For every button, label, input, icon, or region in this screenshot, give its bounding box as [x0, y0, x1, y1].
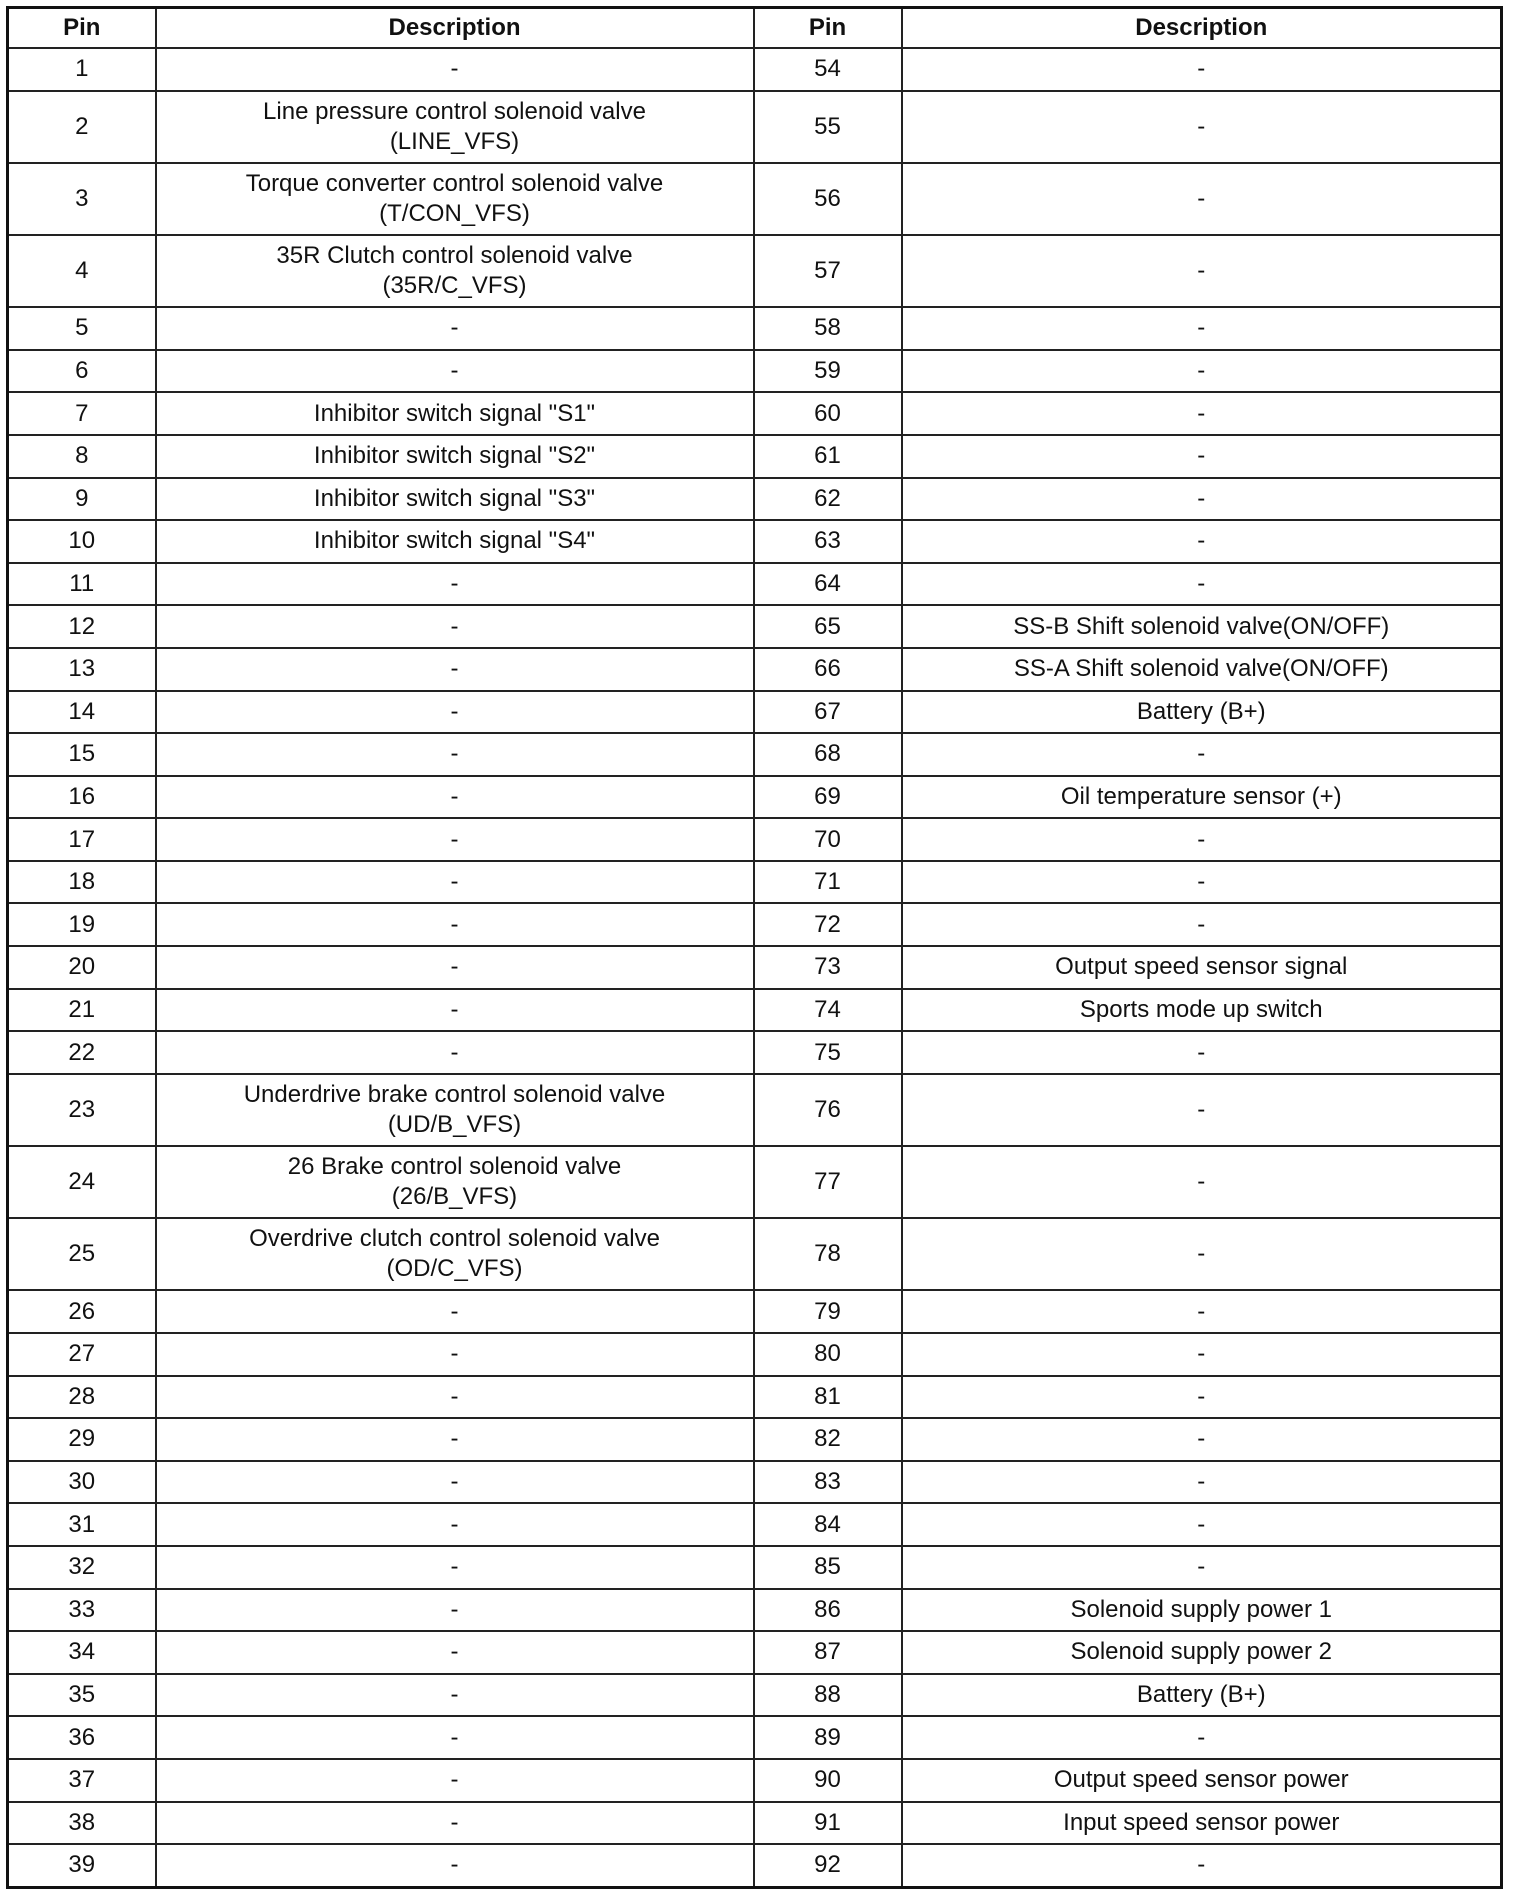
description-left-cell: -	[156, 605, 754, 648]
description-left-cell: -	[156, 989, 754, 1032]
pin-right-cell: 80	[754, 1333, 902, 1376]
description-right-cell: -	[902, 91, 1502, 163]
pin-left-cell: 25	[8, 1218, 156, 1290]
pin-right-cell: 62	[754, 478, 902, 521]
description-right-cell: -	[902, 1461, 1502, 1504]
pin-left-cell: 12	[8, 605, 156, 648]
description-right-cell: Output speed sensor signal	[902, 946, 1502, 989]
table-row	[8, 1290, 1502, 1333]
pin-right-cell: 85	[754, 1546, 902, 1589]
description-left-cell: Inhibitor switch signal "S4"	[156, 520, 754, 563]
pin-left-cell: 6	[8, 350, 156, 393]
table-row	[8, 163, 1502, 235]
pin-right-cell: 64	[754, 563, 902, 606]
table-row	[8, 1503, 1502, 1546]
pin-right-cell: 61	[754, 435, 902, 478]
table-row	[8, 48, 1502, 91]
pin-right-cell: 91	[754, 1802, 902, 1845]
pin-left-cell: 34	[8, 1631, 156, 1674]
description-left-cell: Underdrive brake control solenoid valve (UD/B_VFS)	[156, 1074, 754, 1146]
description-right-cell: SS-B Shift solenoid valve(ON/OFF)	[902, 605, 1502, 648]
description-right-cell: -	[902, 307, 1502, 350]
pin-right-cell: 92	[754, 1844, 902, 1887]
table-row	[8, 776, 1502, 819]
description-right-cell: Input speed sensor power	[902, 1802, 1502, 1845]
table-row	[8, 520, 1502, 563]
table-row	[8, 946, 1502, 989]
pin-right-cell: 74	[754, 989, 902, 1032]
table-row	[8, 1146, 1502, 1218]
description-right-cell: -	[902, 48, 1502, 91]
pin-left-cell: 31	[8, 1503, 156, 1546]
pin-right-cell: 60	[754, 392, 902, 435]
description-right-cell: -	[902, 818, 1502, 861]
pin-left-cell: 20	[8, 946, 156, 989]
description-left-cell: -	[156, 1674, 754, 1717]
description-left-cell: -	[156, 563, 754, 606]
pin-left-cell: 15	[8, 733, 156, 776]
pin-left-cell: 13	[8, 648, 156, 691]
table-row	[8, 435, 1502, 478]
description-right-cell: -	[902, 1418, 1502, 1461]
pin-left-cell: 36	[8, 1716, 156, 1759]
table-row	[8, 1631, 1502, 1674]
description-right-cell: Solenoid supply power 2	[902, 1631, 1502, 1674]
pin-right-cell: 75	[754, 1031, 902, 1074]
description-left-cell: Torque converter control solenoid valve (T/CON_VFS)	[156, 163, 754, 235]
description-right-cell: -	[902, 1146, 1502, 1218]
description-left-cell: -	[156, 307, 754, 350]
description-right-cell: -	[902, 903, 1502, 946]
description-right-cell: -	[902, 563, 1502, 606]
table-row	[8, 1461, 1502, 1504]
table-row	[8, 1674, 1502, 1717]
description-left-cell: -	[156, 1631, 754, 1674]
pin-left-cell: 33	[8, 1589, 156, 1632]
description-right-cell: -	[902, 1333, 1502, 1376]
pin-right-cell: 68	[754, 733, 902, 776]
description-left-cell: -	[156, 1461, 754, 1504]
pin-left-cell: 38	[8, 1802, 156, 1845]
table-row	[8, 235, 1502, 307]
pin-left-cell: 11	[8, 563, 156, 606]
pin-right-cell: 83	[754, 1461, 902, 1504]
table-row	[8, 1759, 1502, 1802]
pin-right-cell: 73	[754, 946, 902, 989]
description-right-cell: Output speed sensor power	[902, 1759, 1502, 1802]
description-left-cell: -	[156, 1503, 754, 1546]
pin-left-cell: 27	[8, 1333, 156, 1376]
pin-left-cell: 4	[8, 235, 156, 307]
pin-left-cell: 17	[8, 818, 156, 861]
pin-left-cell: 29	[8, 1418, 156, 1461]
pin-table	[6, 6, 1503, 1889]
pin-left-cell: 5	[8, 307, 156, 350]
description-right-cell: Solenoid supply power 1	[902, 1589, 1502, 1632]
description-right-cell: -	[902, 1031, 1502, 1074]
table-row	[8, 989, 1502, 1032]
pin-left-cell: 1	[8, 48, 156, 91]
pin-right-cell: 88	[754, 1674, 902, 1717]
description-left-cell: -	[156, 1802, 754, 1845]
pin-right-cell: 67	[754, 691, 902, 734]
header-description-left: Description	[156, 8, 754, 49]
pin-right-cell: 59	[754, 350, 902, 393]
description-right-cell: Battery (B+)	[902, 1674, 1502, 1717]
pin-right-cell: 57	[754, 235, 902, 307]
description-left-cell: -	[156, 1333, 754, 1376]
table-row	[8, 1716, 1502, 1759]
table-row	[8, 605, 1502, 648]
table-row	[8, 478, 1502, 521]
description-left-cell: -	[156, 1716, 754, 1759]
description-left-cell: -	[156, 648, 754, 691]
pin-right-cell: 89	[754, 1716, 902, 1759]
pin-left-cell: 23	[8, 1074, 156, 1146]
pin-right-cell: 77	[754, 1146, 902, 1218]
description-right-cell: -	[902, 1218, 1502, 1290]
description-left-cell: -	[156, 1546, 754, 1589]
header-pin-right: Pin	[754, 8, 902, 49]
description-left-cell: -	[156, 818, 754, 861]
description-left-cell: -	[156, 48, 754, 91]
pin-left-cell: 28	[8, 1376, 156, 1419]
description-right-cell: -	[902, 520, 1502, 563]
description-left-cell: -	[156, 691, 754, 734]
pin-left-cell: 32	[8, 1546, 156, 1589]
description-left-cell: -	[156, 946, 754, 989]
pin-right-cell: 87	[754, 1631, 902, 1674]
description-left-cell: Inhibitor switch signal "S2"	[156, 435, 754, 478]
pin-right-cell: 78	[754, 1218, 902, 1290]
table-row	[8, 350, 1502, 393]
pin-left-cell: 19	[8, 903, 156, 946]
pin-left-cell: 7	[8, 392, 156, 435]
pin-left-cell: 26	[8, 1290, 156, 1333]
description-right-cell: -	[902, 1503, 1502, 1546]
description-left-cell: -	[156, 1589, 754, 1632]
description-left-cell: Overdrive clutch control solenoid valve (OD/C_VFS)	[156, 1218, 754, 1290]
description-right-cell: Oil temperature sensor (+)	[902, 776, 1502, 819]
pin-left-cell: 18	[8, 861, 156, 904]
table-row	[8, 1376, 1502, 1419]
pin-left-cell: 16	[8, 776, 156, 819]
table-row	[8, 1031, 1502, 1074]
pin-right-cell: 58	[754, 307, 902, 350]
pin-left-cell: 39	[8, 1844, 156, 1887]
pin-left-cell: 8	[8, 435, 156, 478]
pin-right-cell: 76	[754, 1074, 902, 1146]
description-right-cell: -	[902, 350, 1502, 393]
table-row	[8, 1802, 1502, 1845]
table-row	[8, 818, 1502, 861]
pin-right-cell: 70	[754, 818, 902, 861]
description-right-cell: Sports mode up switch	[902, 989, 1502, 1032]
pin-left-cell: 22	[8, 1031, 156, 1074]
header-description-right: Description	[902, 8, 1502, 49]
description-left-cell: -	[156, 1376, 754, 1419]
pin-left-cell: 37	[8, 1759, 156, 1802]
pin-right-cell: 79	[754, 1290, 902, 1333]
pin-left-cell: 35	[8, 1674, 156, 1717]
pin-right-cell: 69	[754, 776, 902, 819]
description-right-cell: -	[902, 1716, 1502, 1759]
pin-left-cell: 14	[8, 691, 156, 734]
pin-right-cell: 66	[754, 648, 902, 691]
description-left-cell: -	[156, 776, 754, 819]
description-right-cell: -	[902, 163, 1502, 235]
description-right-cell: -	[902, 478, 1502, 521]
description-left-cell: 35R Clutch control solenoid valve (35R/C_VFS)	[156, 235, 754, 307]
description-left-cell: -	[156, 350, 754, 393]
pin-right-cell: 90	[754, 1759, 902, 1802]
description-right-cell: -	[902, 435, 1502, 478]
description-left-cell: Inhibitor switch signal "S1"	[156, 392, 754, 435]
table-row	[8, 307, 1502, 350]
description-left-cell: Inhibitor switch signal "S3"	[156, 478, 754, 521]
table-row	[8, 1546, 1502, 1589]
pin-left-cell: 24	[8, 1146, 156, 1218]
pin-right-cell: 65	[754, 605, 902, 648]
table-row	[8, 1074, 1502, 1146]
table-row	[8, 691, 1502, 734]
pin-right-cell: 56	[754, 163, 902, 235]
pin-left-cell: 3	[8, 163, 156, 235]
pin-left-cell: 21	[8, 989, 156, 1032]
header-row	[8, 8, 1502, 49]
table-row	[8, 1333, 1502, 1376]
description-left-cell: -	[156, 861, 754, 904]
description-left-cell: -	[156, 1844, 754, 1887]
pin-right-cell: 54	[754, 48, 902, 91]
pin-right-cell: 86	[754, 1589, 902, 1632]
table-row	[8, 733, 1502, 776]
description-left-cell: 26 Brake control solenoid valve (26/B_VFS)	[156, 1146, 754, 1218]
pin-right-cell: 63	[754, 520, 902, 563]
description-left-cell: -	[156, 1031, 754, 1074]
table-row	[8, 1218, 1502, 1290]
pin-right-cell: 72	[754, 903, 902, 946]
description-right-cell: -	[902, 733, 1502, 776]
pin-right-cell: 84	[754, 1503, 902, 1546]
pin-right-cell: 82	[754, 1418, 902, 1461]
description-right-cell: -	[902, 1290, 1502, 1333]
table-row	[8, 392, 1502, 435]
description-right-cell: -	[902, 1074, 1502, 1146]
description-right-cell: -	[902, 1844, 1502, 1887]
table-row	[8, 648, 1502, 691]
table-row	[8, 1418, 1502, 1461]
description-right-cell: -	[902, 392, 1502, 435]
description-right-cell: Battery (B+)	[902, 691, 1502, 734]
header-pin-left: Pin	[8, 8, 156, 49]
pin-left-cell: 9	[8, 478, 156, 521]
table-row	[8, 903, 1502, 946]
pin-right-cell: 71	[754, 861, 902, 904]
table-row	[8, 563, 1502, 606]
description-right-cell: -	[902, 1546, 1502, 1589]
pin-right-cell: 81	[754, 1376, 902, 1419]
pin-left-cell: 30	[8, 1461, 156, 1504]
description-left-cell: -	[156, 903, 754, 946]
table-row	[8, 91, 1502, 163]
description-left-cell: -	[156, 1290, 754, 1333]
pin-right-cell: 55	[754, 91, 902, 163]
description-left-cell: -	[156, 1759, 754, 1802]
table-row	[8, 861, 1502, 904]
description-right-cell: -	[902, 861, 1502, 904]
table-row	[8, 1844, 1502, 1887]
description-right-cell: SS-A Shift solenoid valve(ON/OFF)	[902, 648, 1502, 691]
description-left-cell: -	[156, 1418, 754, 1461]
pin-left-cell: 10	[8, 520, 156, 563]
pin-left-cell: 2	[8, 91, 156, 163]
description-right-cell: -	[902, 235, 1502, 307]
description-right-cell: -	[902, 1376, 1502, 1419]
table-row	[8, 1589, 1502, 1632]
description-left-cell: -	[156, 733, 754, 776]
description-left-cell: Line pressure control solenoid valve (LINE_VFS)	[156, 91, 754, 163]
pin-rows	[8, 48, 1502, 1887]
